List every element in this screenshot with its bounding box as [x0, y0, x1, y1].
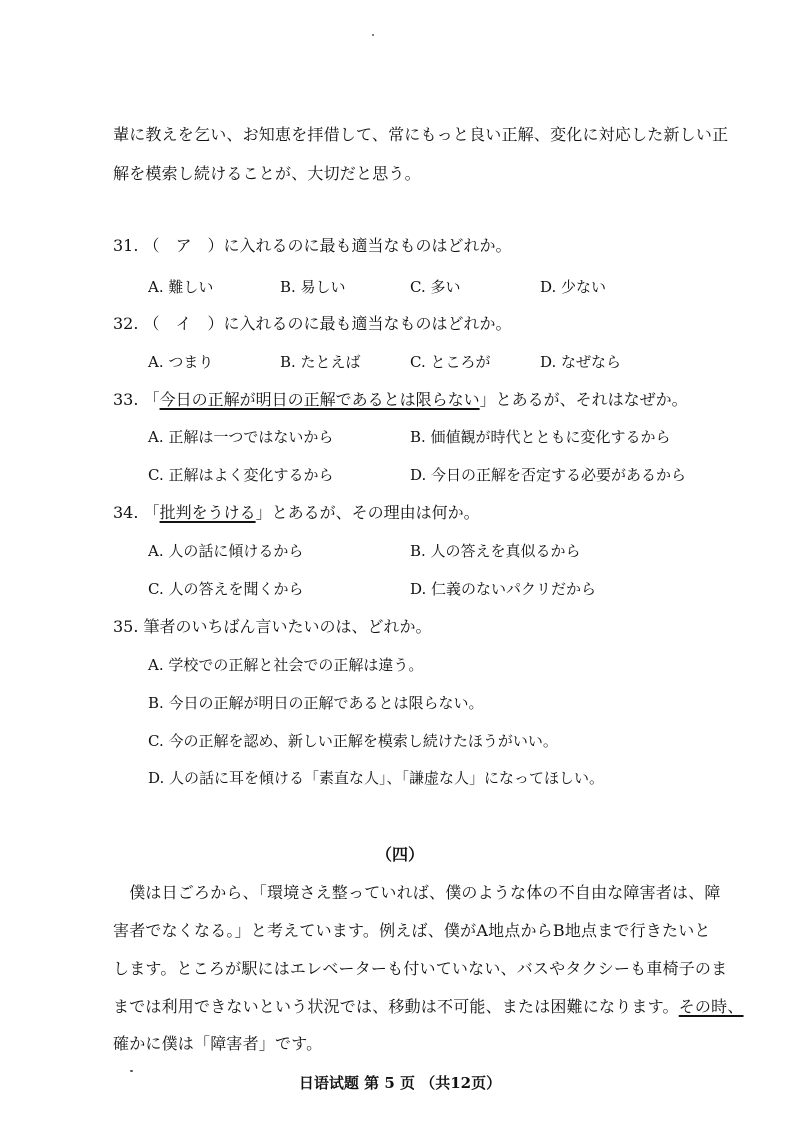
quote-open: 「	[143, 503, 160, 522]
q33-option-b: B. 価値観が時代とともに変化するから	[410, 428, 671, 446]
q31-option-d: D. 少ない	[540, 278, 607, 296]
q34-option-b: B. 人の答えを真似るから	[410, 542, 581, 560]
q32-option-a: A. つまり	[148, 353, 214, 371]
question-32	[113, 314, 512, 334]
passage-top-line-1: 輩に教えを乞い、お知恵を拝借して、常にもっと良い正解、変化に対応した新しい正	[113, 125, 729, 144]
underlined-phrase: 今日の正解が明日の正解であるとは限らない	[159, 390, 480, 409]
passage-bottom-line-5: 確かに僕は「障害者」です。	[113, 1034, 323, 1053]
q33-option-a: A. 正解は一つではないから	[148, 428, 334, 446]
q34-option-d: D. 仁義のないパクリだから	[410, 580, 597, 598]
line-text: までは利用できないという状況では、移動は不可能、または困難になります。	[113, 997, 679, 1016]
passage-top-line-2: 解を模索し続けることが、大切だと思う。	[113, 164, 421, 183]
quote-open: 「	[143, 390, 160, 409]
passage-bottom-line-1: 僕は日ごろから、「環境さえ整っていれば、僕のような体の不自由な障害者は、障	[113, 883, 721, 902]
q33-option-c: C. 正解はよく変化するから	[148, 466, 334, 484]
passage-bottom-line-3: します。ところが駅にはエレベーターも付いていない、バスやタクシーも車椅子のま	[113, 959, 728, 978]
q32-option-b: B. たとえば	[280, 353, 361, 371]
q34-option-c: C. 人の答えを聞くから	[148, 580, 304, 598]
q32-option-d: D. なぜなら	[540, 353, 622, 371]
q33-option-d: D. 今日の正解を否定する必要があるから	[410, 466, 687, 484]
scan-speck	[130, 1070, 133, 1072]
scan-speck	[372, 34, 374, 36]
q35-option-d: D. 人の話に耳を傾ける「素直な人」、「謙虚な人」になってほしい。	[148, 769, 605, 787]
question-stem: （ ア ）に入れるのに最も適当なものはどれか。	[143, 236, 512, 255]
question-stem: 筆者のいちばん言いたいのは、どれか。	[143, 617, 432, 636]
question-number: 34.	[113, 503, 139, 522]
question-number: 33.	[113, 390, 139, 409]
question-34	[113, 503, 480, 523]
question-number: 35.	[113, 617, 139, 636]
q31-option-b: B. 易しい	[280, 278, 346, 296]
question-stem: （ イ ）に入れるのに最も適当なものはどれか。	[143, 314, 512, 333]
q35-option-c: C. 今の正解を認め、新しい正解を模索し続けたほうがいい。	[148, 732, 558, 750]
question-33	[113, 390, 688, 410]
underlined-phrase: その時、	[678, 997, 744, 1016]
q31-option-a: A. 難しい	[148, 278, 214, 296]
q35-option-b: B. 今日の正解が明日の正解であるとは限らない。	[148, 694, 484, 712]
question-31	[113, 236, 512, 256]
passage-bottom-line-2: 害者でなくなる。」と考えています。例えば、僕がA地点からB地点まで行きたいと	[113, 921, 711, 940]
page-footer: 日语试题 第 5 页 （共12页）	[298, 1074, 502, 1092]
question-number: 32.	[113, 314, 139, 333]
question-35	[113, 617, 432, 637]
underlined-phrase: 批判をうける	[159, 503, 256, 522]
quote-close: 」とあるが、その理由は何か。	[255, 503, 480, 522]
q35-option-a: A. 学校での正解と社会での正解は違う。	[148, 656, 424, 674]
q31-option-c: C. 多い	[410, 278, 461, 296]
passage-bottom-line-4	[113, 997, 744, 1017]
q34-option-a: A. 人の話に傾けるから	[148, 542, 304, 560]
quote-close: 」とあるが、それはなぜか。	[479, 390, 688, 409]
q32-option-c: C. ところが	[410, 353, 491, 371]
section-title: （四）	[375, 845, 424, 864]
question-number: 31.	[113, 236, 139, 255]
